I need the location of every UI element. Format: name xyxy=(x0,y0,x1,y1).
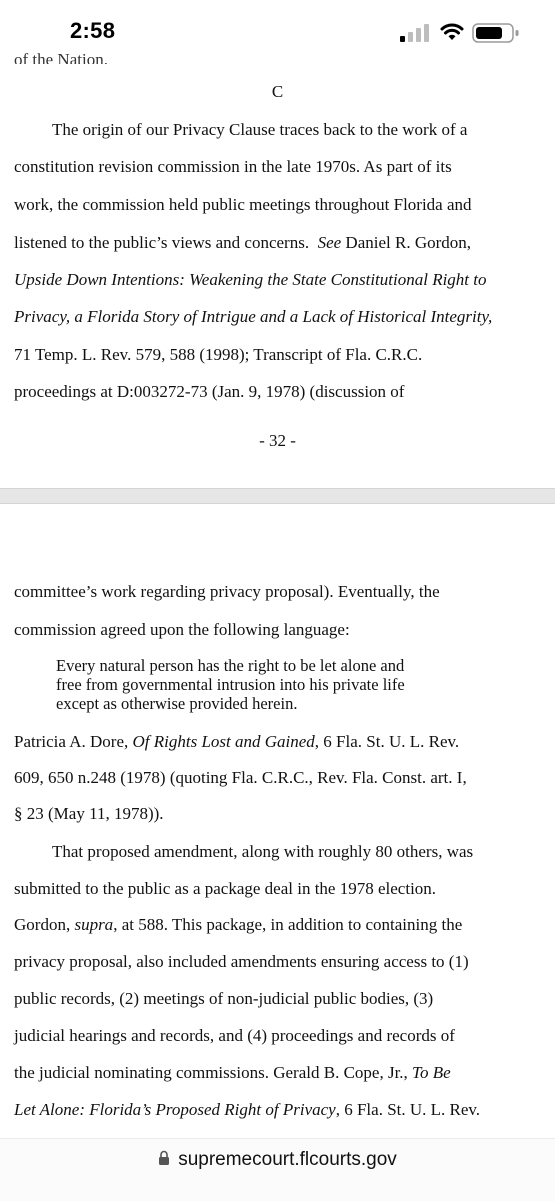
cited-title: To Be xyxy=(412,1063,451,1082)
text-span: the judicial nominating commissions. Gerald B. Cope, Jr., xyxy=(14,1063,413,1082)
text-span: Patricia A. Dore, xyxy=(14,732,133,751)
text-line: public records, (2) meetings of non-judicial public bodies, (3) xyxy=(14,989,434,1008)
lock-icon xyxy=(158,1150,170,1166)
text-span: , 6 Fla. St. U. L. Rev. xyxy=(314,732,460,751)
text-line: 71 Temp. L. Rev. 579, 588 (1998); Transcript of Fla. C.R.C. xyxy=(14,345,423,364)
italic-title-line xyxy=(14,307,492,327)
cited-title: Let Alone: Florida’s Proposed Right of Privacy xyxy=(14,1100,336,1119)
text-line xyxy=(14,1063,451,1083)
italic-title-line xyxy=(14,270,487,290)
article-title: Upside Down Intentions: Weakening the State Constitutional Right to xyxy=(14,270,487,289)
cited-title: Of Rights Lost and Gained xyxy=(132,732,315,751)
text-span: , 6 Fla. St. U. L. Rev. xyxy=(335,1100,481,1119)
cut-off-line: of the Nation. xyxy=(14,50,108,64)
status-time: 2:58 xyxy=(70,18,116,43)
citation-line xyxy=(14,732,459,752)
url-domain: supremecourt.flcourts.gov xyxy=(178,1149,397,1170)
battery-icon xyxy=(472,23,522,43)
text-span: Daniel R. Gordon, xyxy=(341,233,472,252)
block-quote-line: Every natural person has the right to be let alone and xyxy=(56,656,405,675)
text-line xyxy=(14,1100,480,1120)
text-line xyxy=(14,233,471,253)
text-line: submitted to the public as a package deal in the 1978 election. xyxy=(14,879,437,898)
browser-url-bar[interactable] xyxy=(0,1138,555,1201)
block-quote-line: except as otherwise provided herein. xyxy=(56,694,298,713)
text-line: commission agreed upon the following language: xyxy=(14,620,350,639)
page-number: - 32 - xyxy=(259,431,296,450)
text-line: committee’s work regarding privacy proposal). Eventually, the xyxy=(14,582,440,601)
text-line: constitution revision commission in the late 1970s. As part of its xyxy=(14,157,452,176)
text-line: 609, 650 n.248 (1978) (quoting Fla. C.R.C., Rev. Fla. Const. art. I, xyxy=(14,768,467,787)
signal-icon xyxy=(400,24,432,42)
see-signal: See xyxy=(317,233,342,252)
text-line: That proposed amendment, along with roughly 80 others, was xyxy=(52,842,474,861)
article-title: Privacy, a Florida Story of Intrigue and a Lack of Historical Integrity, xyxy=(14,307,493,326)
text-span: , at 588. This package, in addition to containing the xyxy=(113,915,463,934)
text-span: listened to the public’s views and concerns. xyxy=(14,233,310,252)
section-heading: C xyxy=(271,82,284,101)
text-line xyxy=(14,915,462,935)
text-line: § 23 (May 11, 1978)). xyxy=(14,804,164,823)
text-line: privacy proposal, also included amendments ensuring access to (1) xyxy=(14,952,469,971)
url-display[interactable] xyxy=(0,1149,555,1171)
text-line: proceedings at D:003272-73 (Jan. 9, 1978) (discussion of xyxy=(14,382,405,401)
text-span: Gordon, xyxy=(14,915,75,934)
block-quote-line: free from governmental intrusion into his private life xyxy=(56,675,405,694)
text-line: judicial hearings and records, and (4) proceedings and records of xyxy=(14,1026,455,1045)
text-line: work, the commission held public meetings throughout Florida and xyxy=(14,195,472,214)
text-line: The origin of our Privacy Clause traces back to the work of a xyxy=(52,120,468,139)
page-separator xyxy=(0,488,555,504)
supra-signal: supra xyxy=(74,915,114,934)
wifi-icon xyxy=(440,22,464,42)
